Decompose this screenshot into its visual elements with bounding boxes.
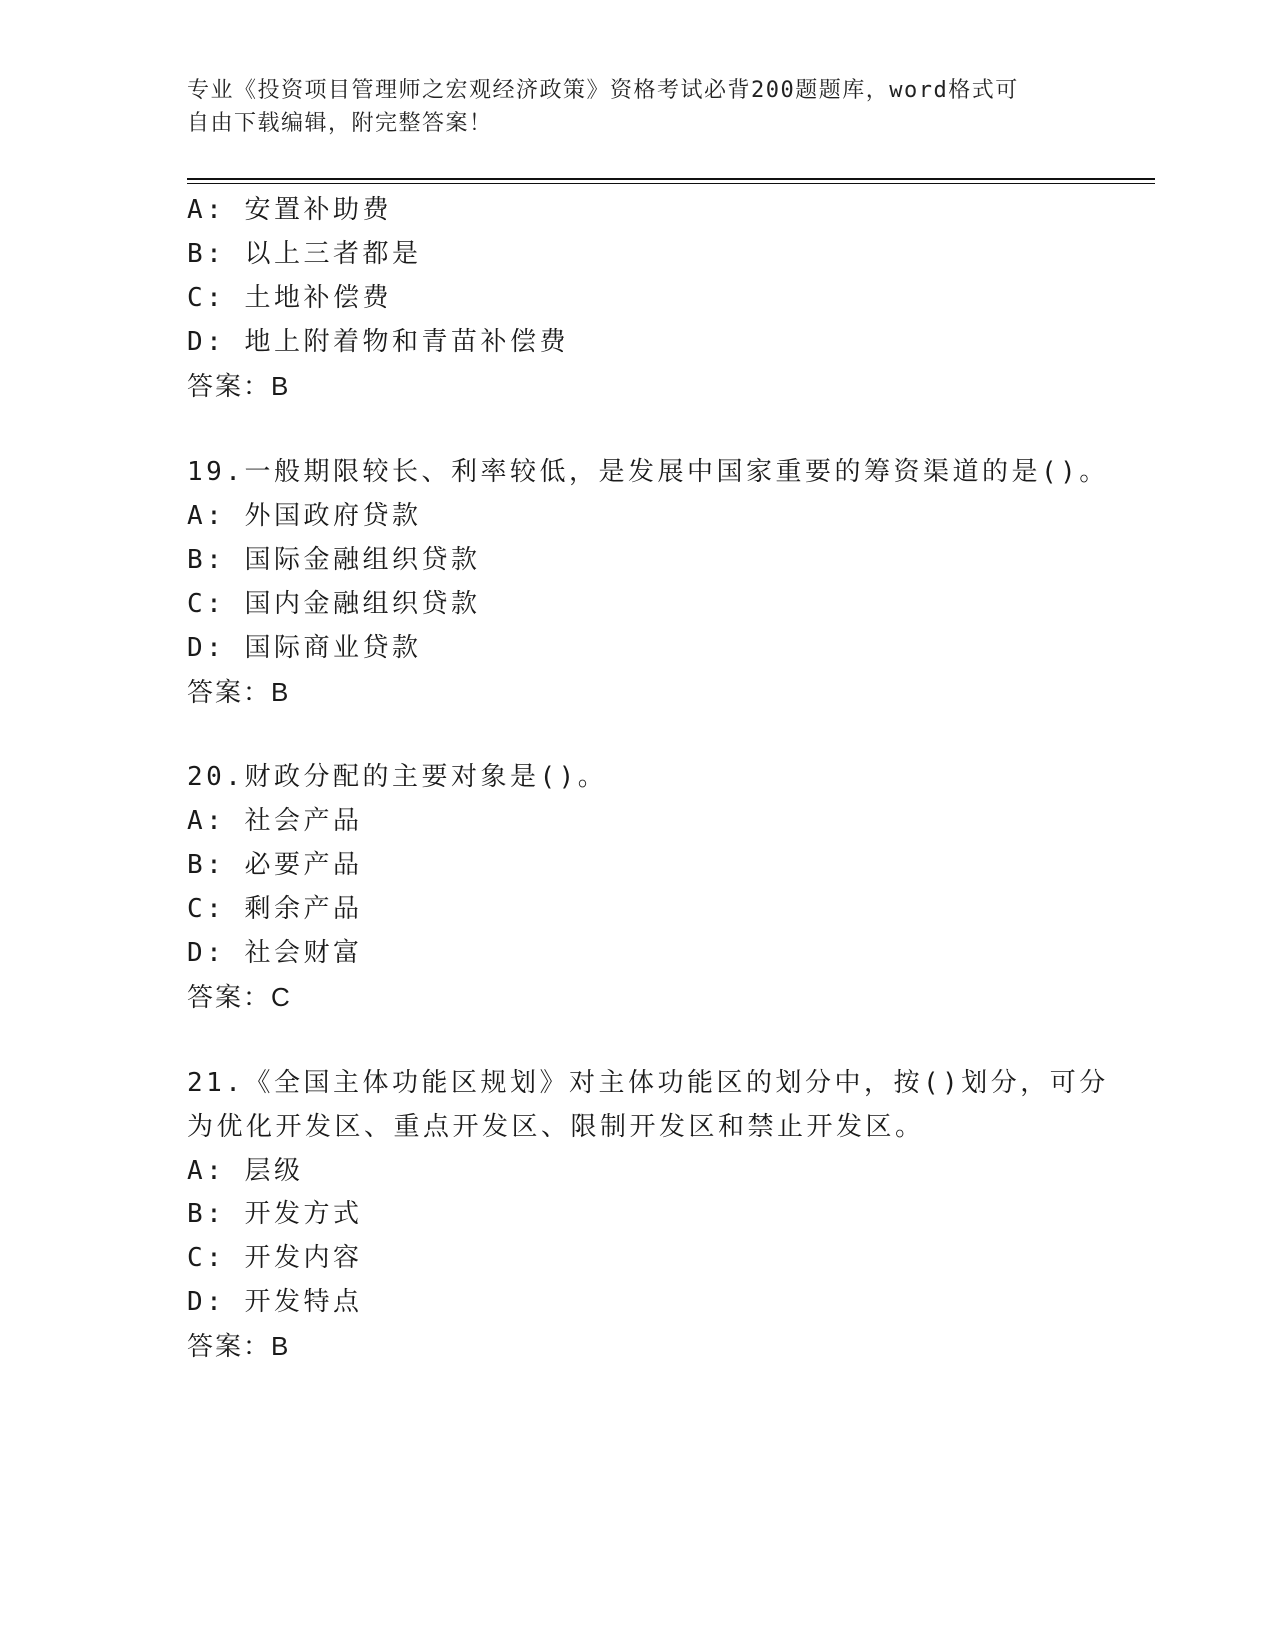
q19-option-b: B: 国际金融组织贷款 <box>187 545 481 575</box>
q19-answer: 答案：B <box>187 677 291 707</box>
q20-option-d: D: 社会财富 <box>187 938 363 968</box>
q21-option-d: D: 开发特点 <box>187 1287 363 1317</box>
q21-option-c: C: 开发内容 <box>187 1243 363 1273</box>
header-line-1: 专业《投资项目管理师之宏观经济政策》资格考试必背200题题库，word格式可 <box>187 78 1019 103</box>
q20-question: 20.财政分配的主要对象是()。 <box>187 762 608 792</box>
q18-answer: 答案：B <box>187 371 291 401</box>
header-divider-thin <box>187 183 1155 184</box>
q20-option-b: B: 必要产品 <box>187 850 363 880</box>
q21-option-b: B: 开发方式 <box>187 1199 363 1229</box>
q20-option-c: C: 剩余产品 <box>187 894 363 924</box>
q21-option-a: A: 层级 <box>187 1156 304 1186</box>
q18-option-c: C: 土地补偿费 <box>187 283 392 313</box>
header-line-2: 自由下载编辑，附完整答案！ <box>187 111 493 136</box>
header-divider <box>187 178 1155 180</box>
q20-answer: 答案：C <box>187 982 292 1012</box>
q21-answer: 答案：B <box>187 1331 291 1361</box>
q21-question-line-1: 21.《全国主体功能区规划》对主体功能区的划分中，按()划分，可分 <box>187 1068 1109 1098</box>
q18-option-a: A: 安置补助费 <box>187 195 392 225</box>
q20-option-a: A: 社会产品 <box>187 806 363 836</box>
q21-question-line-2: 为优化开发区、重点开发区、限制开发区和禁止开发区。 <box>187 1112 925 1142</box>
q18-option-b: B: 以上三者都是 <box>187 239 422 269</box>
q19-option-a: A: 外国政府贷款 <box>187 501 422 531</box>
q19-option-d: D: 国际商业贷款 <box>187 633 422 663</box>
q18-option-d: D: 地上附着物和青苗补偿费 <box>187 327 569 357</box>
document-header <box>187 74 1087 140</box>
q19-option-c: C: 国内金融组织贷款 <box>187 589 481 619</box>
q19-question: 19.一般期限较长、利率较低，是发展中国家重要的筹资渠道的是()。 <box>187 457 1109 487</box>
